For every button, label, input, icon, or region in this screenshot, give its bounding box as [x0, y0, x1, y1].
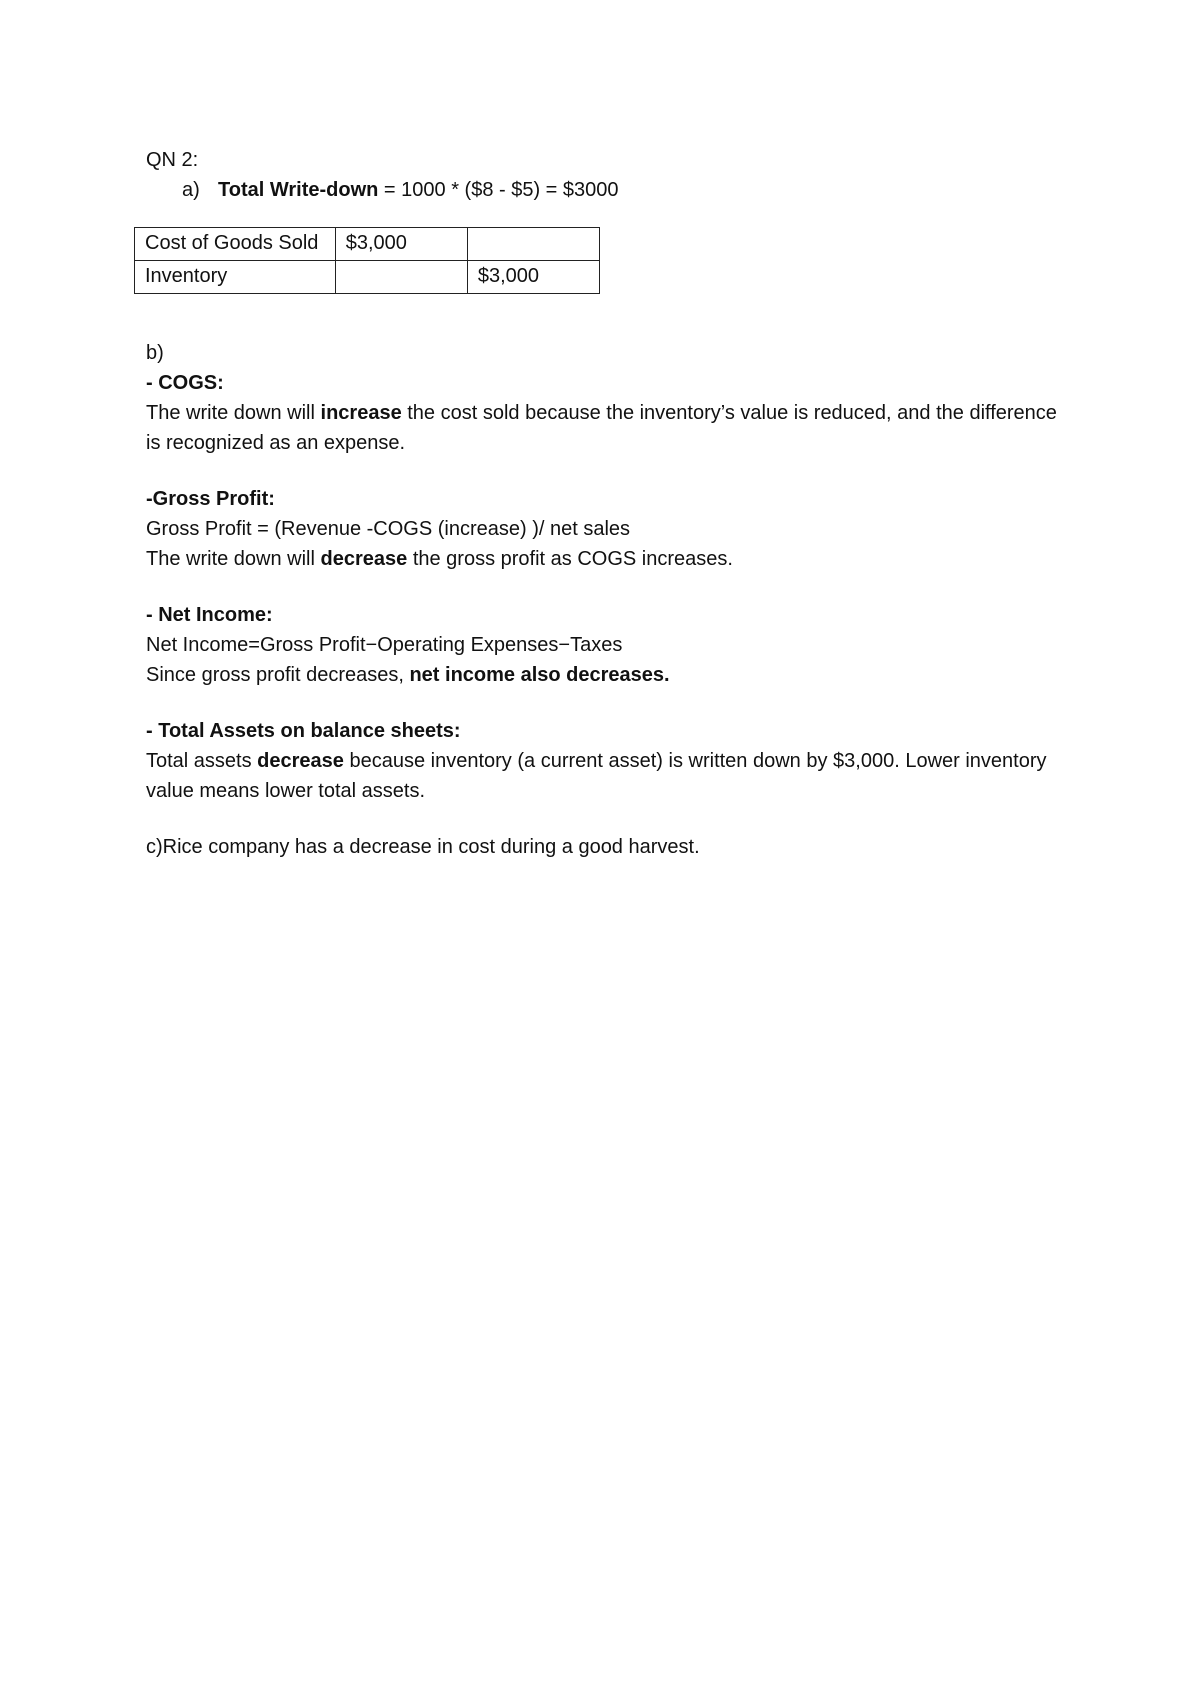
gross-profit-formula: Gross Profit = (Revenue -COGS (increase) )/ net sales [146, 518, 631, 540]
account-cell: Inventory [135, 261, 336, 294]
debit-cell: $3,000 [335, 228, 467, 261]
table-row [135, 261, 600, 294]
credit-cell: $3,000 [467, 261, 599, 294]
journal-entry-table [134, 227, 600, 294]
write-down-formula: = 1000 * ($8 - $5) = $3000 [378, 179, 619, 201]
cogs-text: The write down will increase the cost sold because the inventory’s value is reduced, and the difference is recognized as an expense. [146, 402, 1063, 454]
net-income-formula: Net Income=Gross Profit−Operating Expenses−Taxes [146, 634, 623, 656]
total-assets-text: Total assets decrease because inventory (a current asset) is written down by $3,000. Lower inventory value means lower total assets. [146, 750, 1053, 802]
gross-profit-heading: -Gross Profit: [146, 488, 275, 510]
cogs-heading: - COGS: [146, 372, 224, 394]
question-heading: QN 2: [146, 149, 199, 171]
account-cell: Cost of Goods Sold [135, 228, 336, 261]
debit-cell [335, 261, 467, 294]
total-write-down-label: Total Write-down [218, 179, 379, 201]
credit-cell [467, 228, 599, 261]
part-b-label: b) [146, 342, 164, 364]
net-income-text: Since gross profit decreases, net income also decreases. [146, 664, 670, 686]
part-a-line [146, 175, 1066, 205]
part-a-label: a) [182, 179, 200, 201]
document-page [146, 145, 1066, 862]
net-income-heading: - Net Income: [146, 604, 273, 626]
part-c-text: c)Rice company has a decrease in cost during a good harvest. [146, 836, 700, 858]
total-assets-heading: - Total Assets on balance sheets: [146, 720, 461, 742]
table-row [135, 228, 600, 261]
gross-profit-text: The write down will decrease the gross profit as COGS increases. [146, 548, 733, 570]
